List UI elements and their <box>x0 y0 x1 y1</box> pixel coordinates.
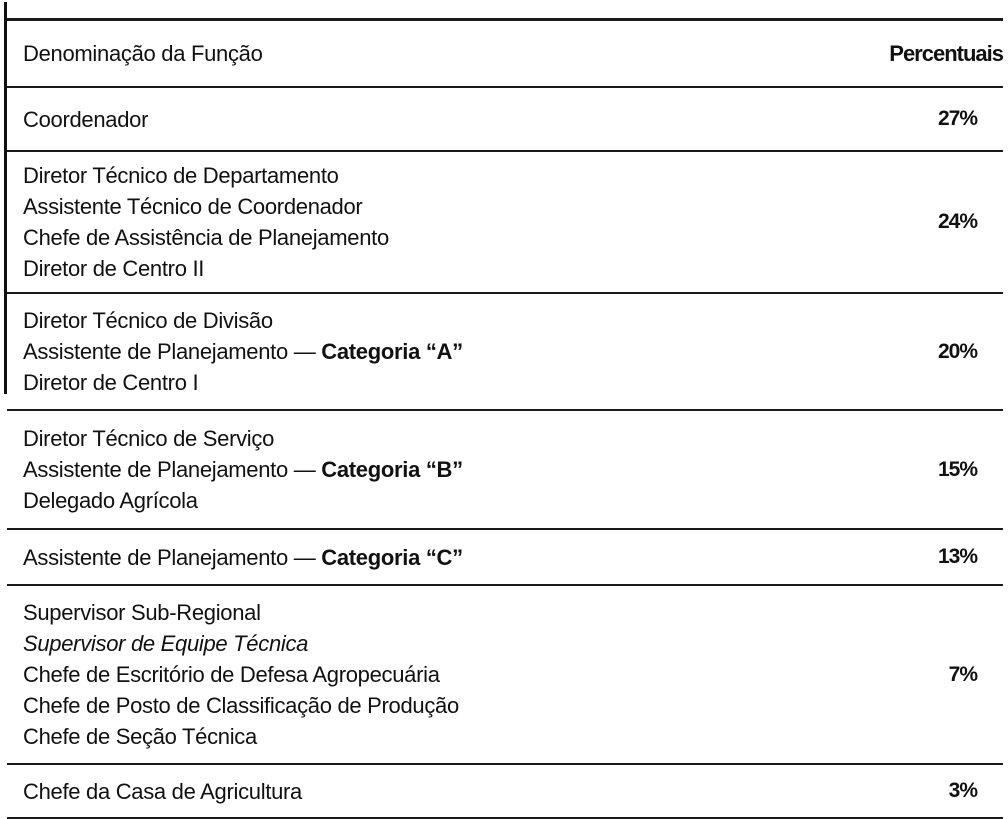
function-name <box>23 454 463 485</box>
table-header-row <box>7 21 1003 88</box>
category-label: Categoria “B” <box>321 457 463 482</box>
function-column-header: Denominação da Função <box>23 40 263 66</box>
function-name: Supervisor de Equipe Técnica <box>23 631 309 656</box>
function-name: Diretor Técnico de Departamento <box>23 163 339 188</box>
category-label: Categoria “A” <box>321 339 463 364</box>
function-name: Chefe de Seção Técnica <box>23 724 257 749</box>
function-name-prefix: Assistente de Planejamento — <box>23 339 322 364</box>
function-name: Coordenador <box>23 106 149 132</box>
percent-value: 15% <box>937 457 977 481</box>
function-names <box>7 305 463 398</box>
percent-value: 27% <box>937 107 977 130</box>
function-name <box>23 336 463 367</box>
percent-value: 3% <box>948 779 977 802</box>
function-name: Assistente Técnico de Coordenador <box>23 194 363 219</box>
function-name: Chefe de Escritório de Defesa Agropecuária <box>23 662 440 687</box>
function-name: Diretor de Centro II <box>23 256 205 281</box>
percent-value: 13% <box>937 545 977 568</box>
function-name-prefix: Assistente de Planejamento — <box>23 457 322 482</box>
function-name: Chefe de Assistência de Planejamento <box>23 225 389 250</box>
function-names <box>7 542 463 573</box>
function-names <box>7 597 459 752</box>
function-name: Chefe de Posto de Classificação de Produção <box>23 693 459 718</box>
percent-value: 20% <box>937 339 977 363</box>
percent-column-header: Percentuais <box>889 40 1003 66</box>
function-names <box>7 776 302 807</box>
table-row <box>7 411 1003 530</box>
percent-value: 24% <box>937 210 977 233</box>
table-row <box>7 294 1003 411</box>
table-row <box>7 765 1003 819</box>
category-label: Categoria “C” <box>321 544 463 570</box>
table-row <box>7 152 1003 294</box>
table-row <box>7 530 1003 586</box>
function-names <box>7 423 463 516</box>
function-name: Supervisor Sub-Regional <box>23 600 261 625</box>
function-names <box>7 160 389 284</box>
function-percent-table <box>7 18 1003 819</box>
table-row <box>7 586 1003 765</box>
function-name: Delegado Agrícola <box>23 488 198 513</box>
function-name <box>23 542 463 573</box>
function-name-prefix: Assistente de Planejamento — <box>23 544 322 570</box>
function-name: Diretor Técnico de Divisão <box>23 308 273 333</box>
function-names <box>7 104 148 135</box>
function-name: Diretor Técnico de Serviço <box>23 426 275 451</box>
percent-value: 7% <box>948 662 977 686</box>
table-row <box>7 88 1003 152</box>
function-name: Chefe da Casa de Agricultura <box>23 778 302 804</box>
function-name: Diretor de Centro I <box>23 370 199 395</box>
